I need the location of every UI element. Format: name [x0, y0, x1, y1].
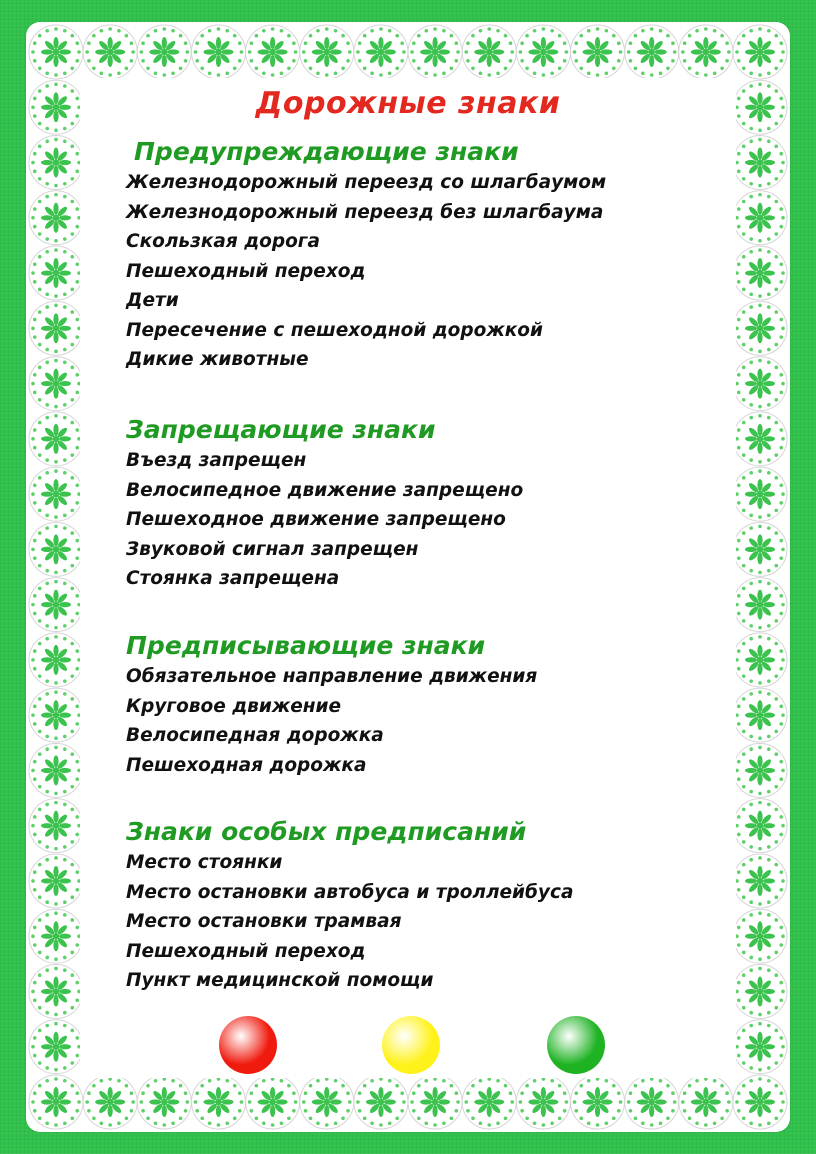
- lace-flower: [246, 1075, 300, 1129]
- lace-flower: [83, 1075, 137, 1129]
- lace-flower: [354, 25, 408, 79]
- lace-flower: [83, 25, 137, 79]
- lace-flower: [137, 1075, 191, 1129]
- section-title-warning: Предупреждающие знаки: [134, 137, 519, 166]
- lace-flower: [733, 522, 787, 576]
- lace-flower: [29, 191, 83, 245]
- green-light-icon: [547, 1016, 605, 1074]
- lace-flower: [733, 578, 787, 632]
- lace-flower: [733, 301, 787, 355]
- list-item: Звуковой сигнал запрещен: [126, 538, 419, 560]
- yellow-light-icon: [382, 1016, 440, 1074]
- lace-flower: [246, 25, 300, 79]
- lace-flower: [733, 743, 787, 797]
- section-title-mandatory: Предписывающие знаки: [126, 631, 486, 660]
- lace-flower: [733, 357, 787, 411]
- lace-flower: [462, 25, 516, 79]
- lace-flower: [733, 1020, 787, 1074]
- lace-flower: [29, 633, 83, 687]
- lace-flower: [516, 25, 570, 79]
- red-light-icon: [219, 1016, 277, 1074]
- lace-flower: [29, 1020, 83, 1074]
- lace-flower: [29, 80, 83, 134]
- list-item: Пешеходная дорожка: [126, 754, 367, 776]
- list-item: Место остановки автобуса и троллейбуса: [126, 881, 574, 903]
- list-special: [126, 848, 573, 996]
- lace-flower: [29, 743, 83, 797]
- page-title: Дорожные знаки: [255, 86, 561, 121]
- lace-flower: [408, 25, 462, 79]
- lace-flower: [29, 1075, 83, 1129]
- lace-flower: [29, 246, 83, 300]
- lace-flower: [29, 964, 83, 1018]
- list-item: Железнодорожный переезд со шлагбаумом: [126, 172, 607, 193]
- lace-flower: [29, 578, 83, 632]
- traffic-lights: [80, 1016, 736, 1076]
- lace-flower: [462, 1075, 516, 1129]
- lace-flower: [733, 80, 787, 134]
- lace-flower: [29, 854, 83, 908]
- list-item: Обязательное направление движения: [126, 666, 538, 687]
- section-mandatory: [126, 630, 537, 780]
- lace-flower: [733, 964, 787, 1018]
- list-mandatory: [126, 662, 537, 780]
- section-title-prohibitory: Запрещающие знаки: [126, 415, 436, 444]
- lace-flower: [29, 412, 83, 466]
- list-item: Велосипедная дорожка: [126, 725, 384, 746]
- list-item: Железнодорожный переезд без шлагбаума: [126, 201, 604, 223]
- list-item: Пешеходный переход: [126, 260, 366, 282]
- list-item: Стоянка запрещена: [126, 568, 340, 589]
- lace-flower: [300, 1075, 354, 1129]
- lace-flower: [733, 25, 787, 79]
- list-item: Въезд запрещен: [126, 450, 307, 471]
- lace-flower: [29, 25, 83, 79]
- list-item: Пересечение с пешеходной дорожкой: [126, 319, 543, 341]
- lace-flower: [29, 909, 83, 963]
- section-warning: [126, 136, 607, 375]
- lace-flower: [29, 522, 83, 576]
- lace-flower: [191, 1075, 245, 1129]
- lace-flower: [733, 909, 787, 963]
- lace-flower: [733, 688, 787, 742]
- lace-flower: [733, 191, 787, 245]
- lace-flower: [625, 25, 679, 79]
- lace-flower: [191, 25, 245, 79]
- document-sheet: [80, 78, 736, 1078]
- lace-flower: [733, 1075, 787, 1129]
- list-item: Пешеходное движение запрещено: [126, 509, 506, 530]
- list-item: Велосипедное движение запрещено: [126, 479, 524, 501]
- lace-flower: [733, 412, 787, 466]
- list-item: Пешеходный переход: [126, 940, 366, 962]
- list-item: Скользкая дорога: [126, 231, 320, 252]
- lace-flower: [625, 1075, 679, 1129]
- list-item: Место стоянки: [126, 852, 283, 873]
- lace-flower: [29, 467, 83, 521]
- list-item: Дикие животные: [126, 349, 309, 370]
- list-prohibitory: [126, 446, 523, 594]
- list-warning: [126, 168, 606, 375]
- lace-flower: [29, 301, 83, 355]
- lace-flower: [571, 1075, 625, 1129]
- lace-flower: [354, 1075, 408, 1129]
- lace-flower: [300, 25, 354, 79]
- lace-flower: [733, 799, 787, 853]
- lace-flower: [516, 1075, 570, 1129]
- lace-flower: [29, 799, 83, 853]
- lace-flower: [137, 25, 191, 79]
- lace-flower: [679, 1075, 733, 1129]
- lace-flower: [733, 854, 787, 908]
- lace-flower: [408, 1075, 462, 1129]
- lace-flower: [733, 467, 787, 521]
- section-prohibitory: [126, 414, 523, 594]
- lace-flower: [571, 25, 625, 79]
- lace-flower: [29, 688, 83, 742]
- lace-flower: [733, 633, 787, 687]
- lace-flower: [679, 25, 733, 79]
- list-item: Пункт медицинской помощи: [126, 970, 434, 991]
- list-item: Дети: [126, 290, 179, 311]
- section-special: [126, 816, 573, 996]
- lace-flower: [733, 246, 787, 300]
- lace-flower: [733, 136, 787, 190]
- lace-flower: [29, 357, 83, 411]
- lace-flower: [29, 136, 83, 190]
- list-item: Круговое движение: [126, 695, 342, 717]
- section-title-special: Знаки особых предписаний: [126, 817, 527, 846]
- list-item: Место остановки трамвая: [126, 911, 402, 932]
